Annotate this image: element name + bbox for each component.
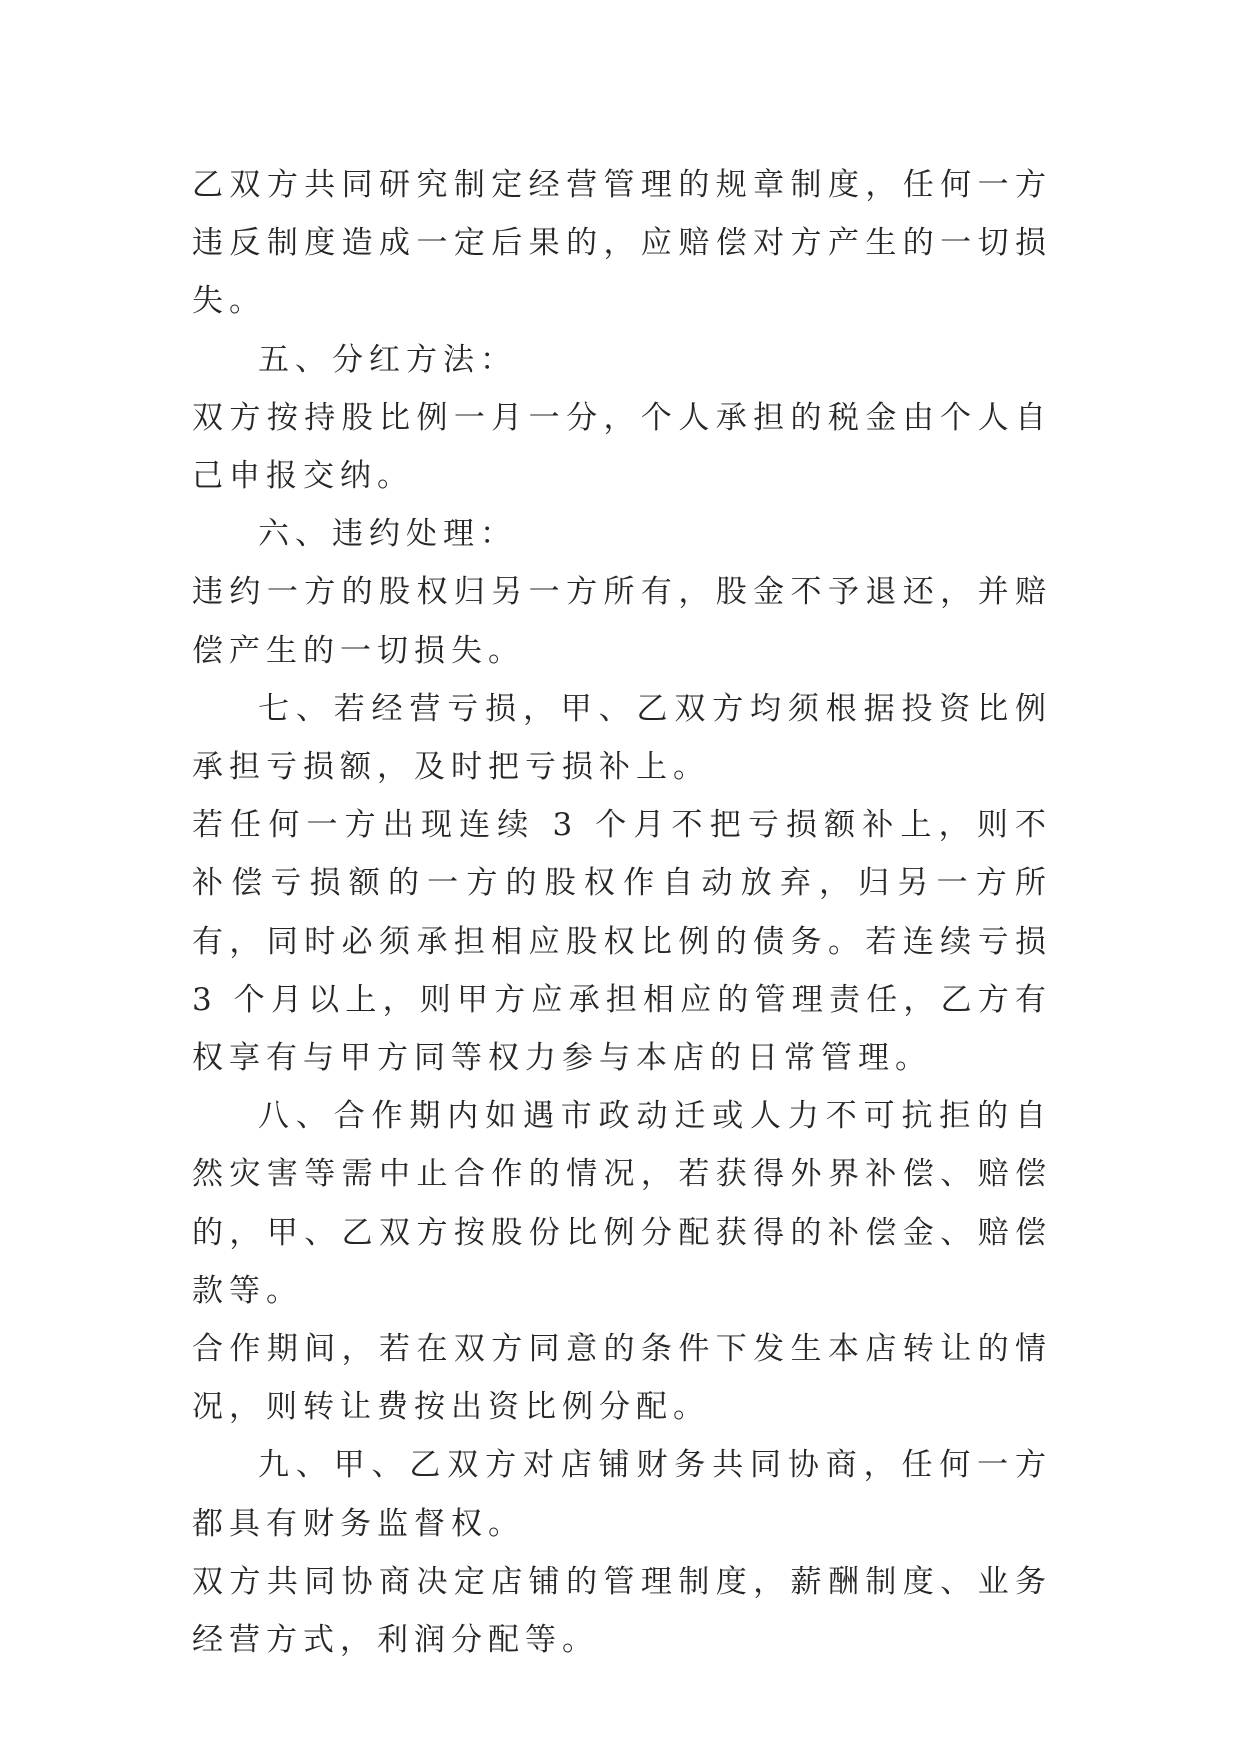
paragraph-operating-loss: 七、若经营亏损，甲、乙双方均须根据投资比例承担亏损额，及时把亏损补上。 <box>192 690 1052 786</box>
paragraph-loss-consequence: 若任何一方出现连续 3 个月不把亏损额补上，则不补偿亏损额的一方的股权作自动放弃，归另一方所有，同时必须承担相应股权比例的债务。若连续亏损 3 个月以上，则甲方应承担相应的管理责任，乙方有权享有与甲方同等权力参与本店的日常管理。 <box>192 807 1052 1077</box>
heading-dividend-method: 五、分红方法： <box>258 341 517 378</box>
paragraph-breach-handling: 违约一方的股权归另一方所有，股金不予退还，并赔偿产生的一切损失。 <box>192 574 1052 669</box>
paragraph-financial-supervision: 九、甲、乙双方对店铺财务共同协商，任何一方都具有财务监督权。 <box>192 1447 1052 1542</box>
heading-breach-handling: 六、违约处理： <box>258 516 517 553</box>
paragraph-dividend-method: 双方按持股比例一月一分，个人承担的税金由个人自己申报交纳。 <box>192 399 1052 495</box>
paragraph-responsibility-continued: 乙双方共同研究制定经营管理的规章制度，任何一方违反制度造成一定后果的，应赔偿对方产生的一切损失。 <box>192 167 1052 320</box>
paragraph-force-majeure: 八、合作期内如遇市政动迁或人力不可抗拒的自然灾害等需中止合作的情况，若获得外界补偿、赔偿的，甲、乙双方按股份比例分配获得的补偿金、赔偿款等。 <box>192 1098 1052 1309</box>
paragraph-management-system: 双方共同协商决定店铺的管理制度，薪酬制度、业务经营方式，利润分配等。 <box>192 1563 1052 1659</box>
document-body <box>192 156 1052 1669</box>
paragraph-transfer: 合作期间，若在双方同意的条件下发生本店转让的情况，则转让费按出资比例分配。 <box>192 1331 1052 1426</box>
